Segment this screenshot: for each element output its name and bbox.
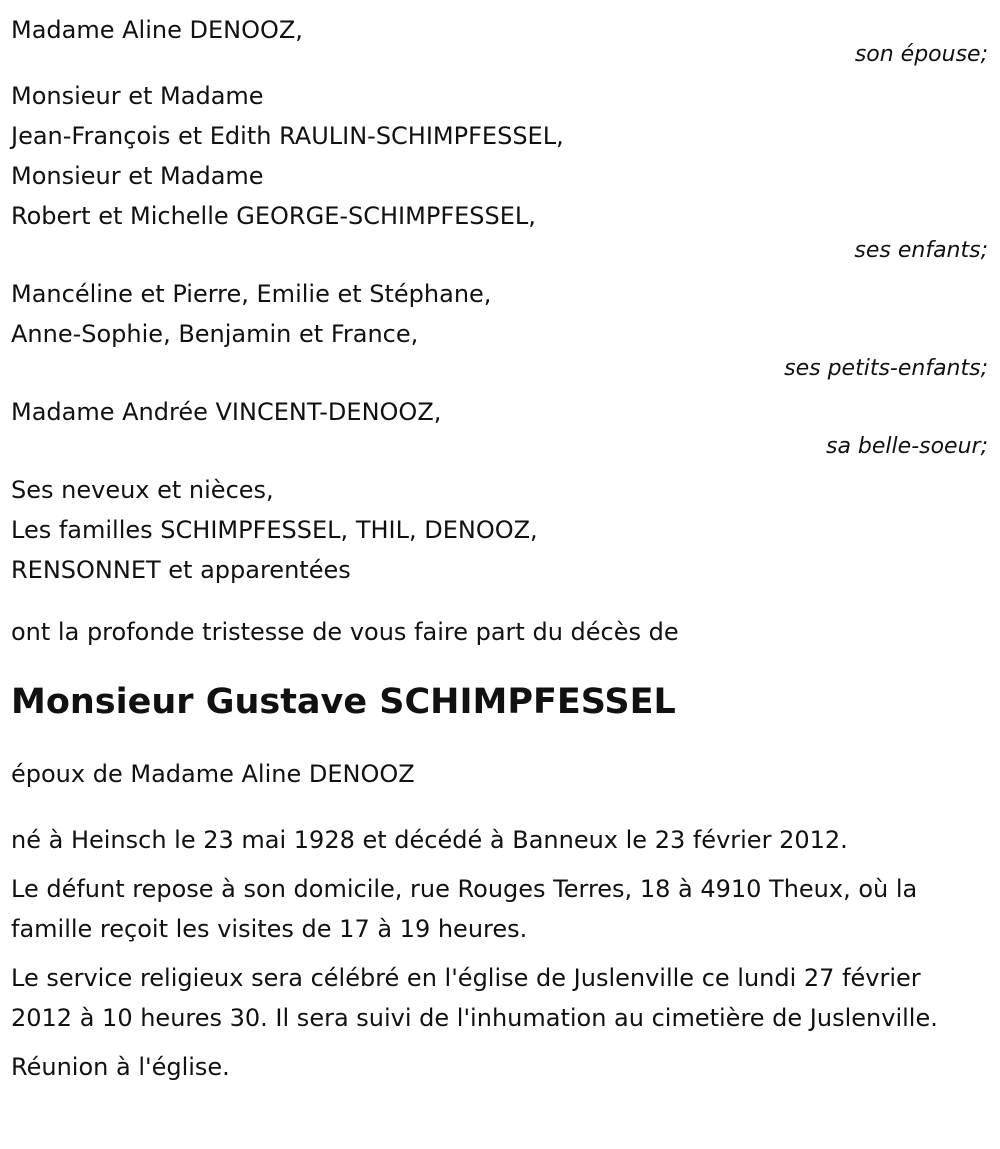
family-line: Monsieur et Madame [11,82,264,110]
relation-label: son épouse; [854,42,988,67]
family-group-children [11,76,990,266]
spouse-line: époux de Madame Aline DENOOZ [11,760,415,788]
family-line: Ses neveux et nièces, [11,476,274,504]
service-text: Le service religieux sera célébré en l'église de Juslenville ce lundi 27 février 2012 à 10 heures 30. Il sera suivi de l'inhumation au cimetière de Juslenville. [11,964,938,1032]
family-line: Les familles SCHIMPFESSEL, THIL, DENOOZ, [11,516,538,544]
family-group-extended [11,470,990,590]
family-line: RENSONNET et apparentées [11,556,351,584]
announcement-text: ont la profonde tristesse de vous faire part du décès de [11,618,679,646]
relation-label: sa belle-soeur; [826,434,988,459]
family-group-sister-in-law [11,392,990,462]
family-line: Madame Andrée VINCENT-DENOOZ, [11,398,442,426]
relation-label: ses enfants; [854,238,988,263]
family-line: Jean-François et Edith RAULIN-SCHIMPFESSEL, [11,122,564,150]
visitation-text: Le défunt repose à son domicile, rue Rouges Terres, 18 à 4910 Theux, où la famille reçoit les visites de 17 à 19 heures. [11,875,918,943]
family-line: Monsieur et Madame [11,162,264,190]
family-line: Madame Aline DENOOZ, [11,16,303,44]
relation-label: ses petits-enfants; [784,356,988,381]
family-group-grandchildren [11,274,990,384]
reunion-text: Réunion à l'église. [11,1053,230,1081]
family-line: Anne-Sophie, Benjamin et France, [11,320,419,348]
birth-death-text: né à Heinsch le 23 mai 1928 et décédé à Banneux le 23 février 2012. [11,826,848,854]
family-line: Robert et Michelle GEORGE-SCHIMPFESSEL, [11,202,536,230]
family-group-spouse [11,10,990,70]
family-line: Mancéline et Pierre, Emilie et Stéphane, [11,280,492,308]
deceased-name: Monsieur Gustave SCHIMPFESSEL [11,682,676,722]
